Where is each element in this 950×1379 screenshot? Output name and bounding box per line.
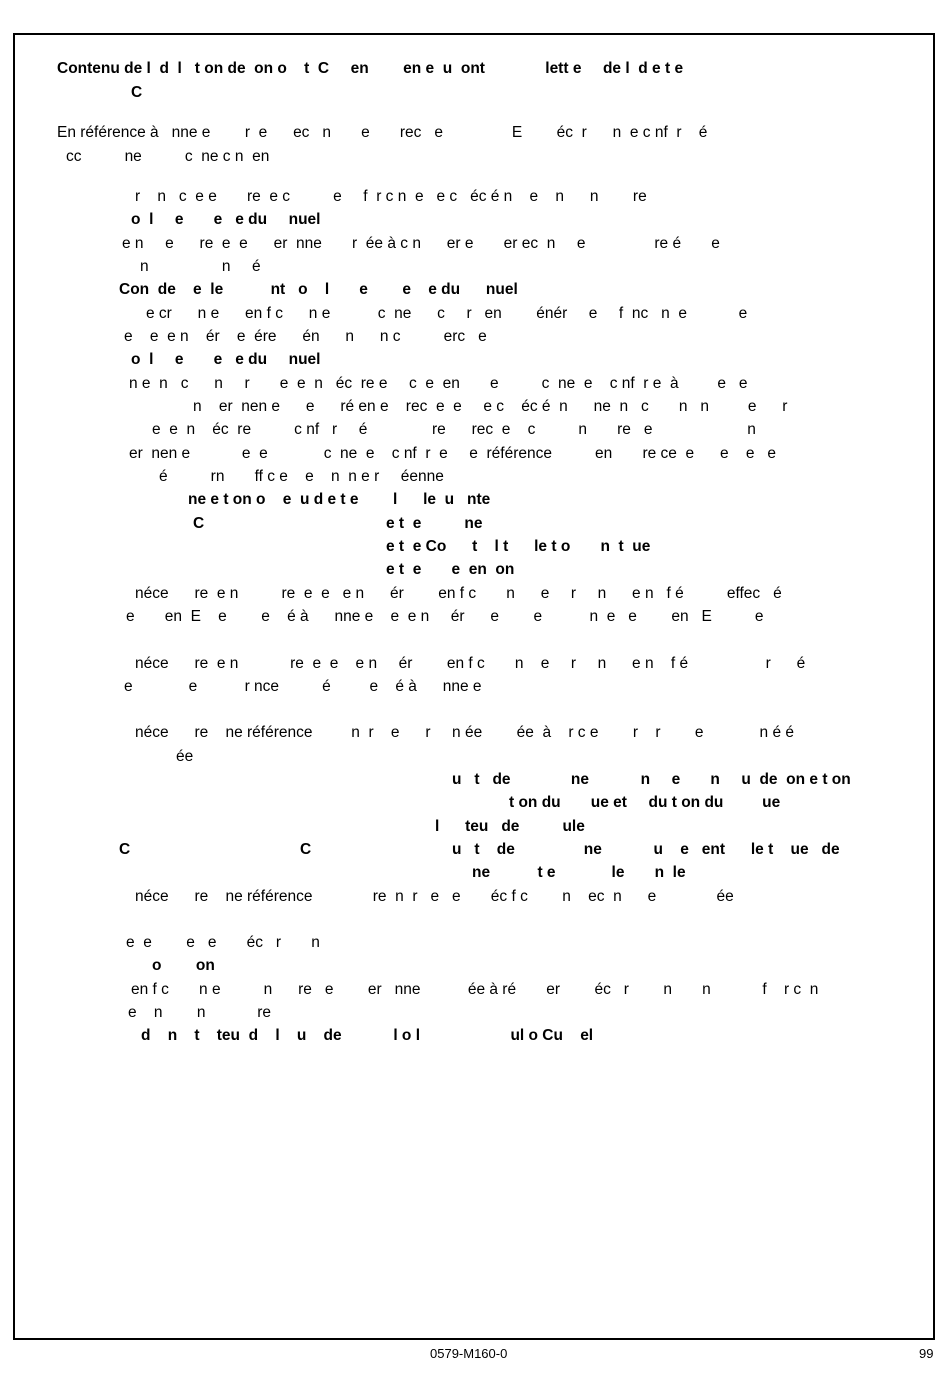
text-line: néce re e n re e e e n ér en f c n e r n e n f é effec é <box>135 585 782 602</box>
text-line: e n n re <box>128 1004 271 1021</box>
text-line: l teu de ule <box>435 818 585 835</box>
text-line: C <box>119 841 131 858</box>
text-line: e e e e éc r n <box>126 934 320 951</box>
text-line: n e n c n r e e n éc re e c e en e c ne e c nf r e à e e <box>129 375 748 392</box>
text-line: ée <box>176 748 194 765</box>
text-line: u t de ne n e n u de on e t on <box>452 771 851 788</box>
text-line: Con de e le nt o l e e e du nuel <box>119 281 518 298</box>
text-line: En référence à nne e r e ec n e rec e E éc r n e c nf r é <box>57 124 708 141</box>
text-line: u t de ne u e ent le t ue de <box>452 841 840 858</box>
text-line: o l e e e du nuel <box>131 351 321 368</box>
text-line: e e n éc re c nf r é re rec e c n re e n <box>152 421 756 438</box>
text-line: e cr n e en f c n e c ne c r en énér e f nc n e e <box>146 305 748 322</box>
text-line: néce re ne référence n r e r n ée ée à r c e r r e n é é <box>135 724 795 741</box>
text-line: e e r nce é e é à nne e <box>124 678 482 695</box>
text-line: o on <box>152 957 215 974</box>
text-line: Contenu de l d l t on de on o t C en en e u ont lett e de l d e t e <box>57 60 684 77</box>
text-line: néce re e n re e e e n ér en f c n e r n e n f é r é <box>135 655 806 672</box>
text-line: er nen e e e c ne e c nf r e e référence en re ce e e e e <box>129 445 776 462</box>
page-number: 99 <box>919 1346 934 1361</box>
text-line: néce re ne référence re n r e e éc f c n ec n e ée <box>135 888 734 905</box>
text-line: e t e Co t l t le t o n t ue <box>386 538 651 555</box>
text-line: e t e ne <box>386 515 483 532</box>
text-line: e t e e en on <box>386 561 515 578</box>
text-line: n er nen e e ré en e rec e e e c éc é n ne n c n n e r <box>193 398 788 415</box>
text-line: en f c n e n re e er nne ée à ré er éc r n n f r c n <box>131 981 819 998</box>
text-line: C <box>193 515 205 532</box>
text-line: e n e re e e er nne r ée à c n er e er ec n e re é e <box>122 235 720 252</box>
text-line: e e e n ér e ére én n n c erc e <box>124 328 487 345</box>
text-line: cc ne c ne c n en <box>66 148 270 165</box>
text-line: t on du ue et du t on du ue <box>509 794 781 811</box>
text-line: o l e e e du nuel <box>131 211 321 228</box>
text-line: C <box>300 841 312 858</box>
text-line: r n c e e re e c e f r c n e e c éc é n e n n re <box>135 188 647 205</box>
text-line: n n é <box>140 258 261 275</box>
text-line: ne t e le n le <box>472 864 686 881</box>
document-code: 0579-M160-0 <box>430 1346 508 1361</box>
text-line: d n t teu d l u de l o l ul o Cu el <box>141 1027 594 1044</box>
text-line: ne e t on o e u d e t e l le u nte <box>188 491 491 508</box>
text-line: e en E e e é à nne e e e n ér e e n e e en E e <box>126 608 764 625</box>
text-line: é rn ff c e e n n e r éenne <box>159 468 444 485</box>
text-line: C <box>131 84 143 101</box>
